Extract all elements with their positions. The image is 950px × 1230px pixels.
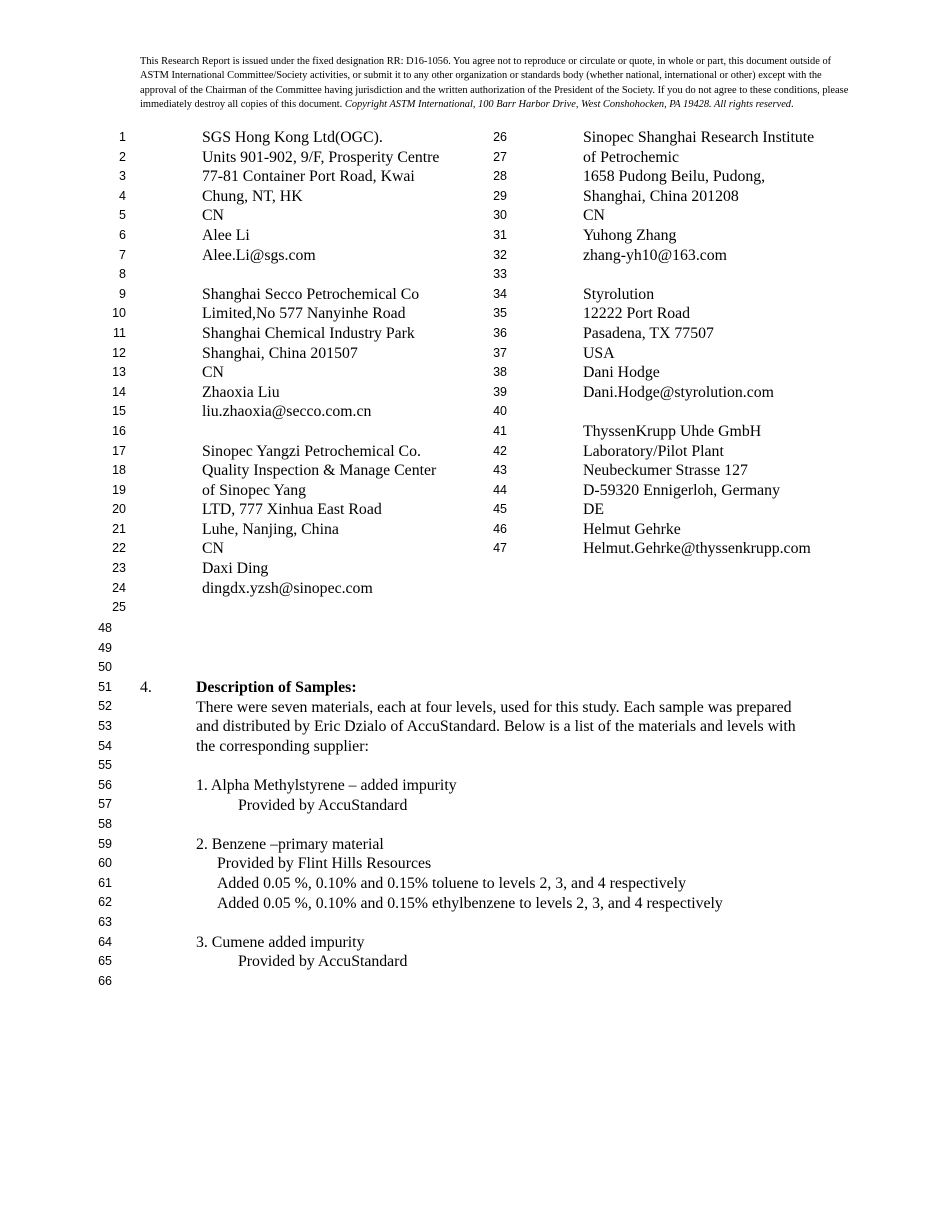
line-number: 26	[493, 130, 507, 144]
line-number: 18	[112, 463, 126, 478]
list-item: 3. Cumene added impurity	[196, 933, 365, 951]
line-number: 44	[493, 482, 507, 497]
section-number: 4.	[140, 679, 152, 696]
line-number: 63	[98, 914, 112, 929]
paragraph-line: and distributed by Eric Dzialo of AccuStandard. Below is a list of the materials and levels with	[196, 718, 796, 736]
line-number: 58	[98, 816, 112, 831]
line-number: 28	[493, 169, 507, 184]
address-line	[202, 598, 439, 618]
address-line: Quality Inspection & Manage Center	[202, 462, 437, 480]
list-item-detail: Added 0.05 %, 0.10% and 0.15% ethylbenzene to levels 2, 3, and 4 respectively	[217, 894, 723, 912]
line-number: 52	[98, 699, 112, 714]
list-item-detail: Provided by AccuStandard	[238, 953, 408, 971]
address-line: LTD, 777 Xinhua East Road	[202, 501, 382, 519]
line-number: 3	[119, 169, 126, 184]
line-number: 51	[98, 679, 112, 694]
line-number: 54	[98, 738, 112, 753]
email-line[interactable]: Alee.Li@sgs.com	[202, 246, 316, 264]
address-line: CN	[202, 540, 224, 558]
line-number: 23	[112, 561, 126, 576]
left-address-column	[202, 128, 439, 618]
line-number: 8	[119, 267, 126, 282]
line-number: 31	[493, 227, 507, 242]
line-number: 45	[493, 502, 507, 517]
section-description-of-samples	[196, 678, 856, 972]
address-line: Luhe, Nanjing, China	[202, 520, 339, 538]
address-line: Units 901-902, 9/F, Prosperity Centre	[202, 148, 440, 166]
address-line: Yuhong Zhang	[583, 226, 677, 244]
line-number: 4	[119, 188, 126, 203]
address-line	[202, 422, 439, 442]
line-number: 12	[112, 345, 126, 360]
line-number: 60	[98, 856, 112, 871]
line-number: 39	[493, 384, 507, 399]
address-line: Pasadena, TX 77507	[583, 324, 714, 342]
notice-text: This Research Report is issued under the fixed designation RR: D16-1056. You agree not to reproduce or circulate or quote, in whole or part, this document outside of ASTM International Committee/Society activities, or submit it to any other organization or standards body (whether national, international or other) except with the approval of the Chairman of the Committee having jurisdiction and the written authorization of the President of the Society. If you do not agree to these conditions, please immediately destroy all copies of this document.	[140, 56, 849, 110]
bottom-line-numbers	[82, 619, 112, 991]
address-line: Alee Li	[202, 226, 250, 244]
line-number: 53	[98, 718, 112, 733]
line-number: 10	[112, 306, 126, 321]
line-number: 29	[493, 188, 507, 203]
address-line: CN	[202, 364, 224, 382]
line-number: 48	[98, 621, 112, 635]
email-line[interactable]: dingdx.yzsh@sinopec.com	[202, 579, 373, 597]
address-line	[583, 265, 814, 285]
address-line: Shanghai, China 201507	[202, 344, 358, 362]
address-line: of Petrochemic	[583, 148, 680, 166]
line-number: 62	[98, 895, 112, 910]
line-number: 42	[493, 443, 507, 458]
left-line-numbers	[96, 128, 126, 618]
address-line: Sinopec Shanghai Research Institute	[583, 129, 815, 146]
line-number: 56	[98, 777, 112, 792]
address-line: Sinopec Yangzi Petrochemical Co.	[202, 442, 421, 460]
blank-line	[196, 756, 856, 776]
line-number: 13	[112, 365, 126, 380]
email-line[interactable]: Helmut.Gehrke@thyssenkrupp.com	[583, 540, 811, 558]
notice-copyright: Copyright ASTM International, 100 Barr Harbor Drive, West Conshohocken, PA 19428. All rights reserved	[344, 98, 791, 110]
blank-line	[196, 913, 856, 933]
line-number: 46	[493, 521, 507, 536]
address-line: 12222 Port Road	[583, 305, 691, 323]
address-line: Neubeckumer Strasse 127	[583, 462, 748, 480]
line-number: 21	[112, 521, 126, 536]
line-number: 57	[98, 797, 112, 812]
address-line: CN	[202, 207, 224, 225]
address-line: ThyssenKrupp Uhde GmbH	[583, 422, 762, 440]
address-line: Chung, NT, HK	[202, 187, 303, 205]
paragraph-line: the corresponding supplier:	[196, 737, 369, 755]
address-line: Zhaoxia Liu	[202, 383, 280, 401]
section-title: Description of Samples:	[196, 679, 357, 696]
line-number: 25	[112, 600, 126, 615]
line-number: 47	[493, 541, 507, 556]
address-line	[583, 402, 814, 422]
list-item-detail: Added 0.05 %, 0.10% and 0.15% toluene to levels 2, 3, and 4 respectively	[217, 874, 686, 892]
address-line: Shanghai Chemical Industry Park	[202, 324, 415, 342]
line-number: 66	[98, 973, 112, 988]
line-number: 11	[113, 325, 126, 340]
address-line: Dani Hodge	[583, 364, 660, 382]
email-line[interactable]: Dani.Hodge@styrolution.com	[583, 383, 774, 401]
address-line: SGS Hong Kong Ltd(OGC).	[202, 129, 383, 146]
line-number: 9	[119, 286, 126, 301]
line-number: 17	[112, 443, 126, 458]
line-number: 14	[112, 384, 126, 399]
line-number: 16	[112, 423, 126, 438]
address-line: USA	[583, 344, 615, 362]
copyright-notice	[140, 55, 850, 112]
list-item-detail: Provided by AccuStandard	[238, 796, 408, 814]
address-line: of Sinopec Yang	[202, 481, 306, 499]
line-number: 24	[112, 580, 126, 595]
line-number: 20	[112, 502, 126, 517]
list-item-detail: Provided by Flint Hills Resources	[217, 855, 432, 873]
line-number: 36	[493, 325, 507, 340]
line-number: 65	[98, 954, 112, 969]
right-line-numbers	[477, 128, 507, 559]
notice-period: .	[791, 98, 794, 110]
address-line: DE	[583, 501, 605, 519]
line-number: 40	[493, 404, 507, 419]
address-line: CN	[583, 207, 605, 225]
email-line[interactable]: zhang-yh10@163.com	[583, 246, 727, 264]
line-number: 19	[112, 482, 126, 497]
address-line: Shanghai, China 201208	[583, 187, 739, 205]
line-number: 41	[493, 423, 507, 438]
line-number: 7	[119, 247, 126, 262]
address-line: 1658 Pudong Beilu, Pudong,	[583, 168, 766, 186]
right-address-column	[583, 128, 814, 559]
address-line: Laboratory/Pilot Plant	[583, 442, 724, 460]
address-line: Styrolution	[583, 285, 655, 303]
line-number: 38	[493, 365, 507, 380]
line-number: 32	[493, 247, 507, 262]
line-number: 5	[119, 208, 126, 223]
line-number: 6	[119, 227, 126, 242]
line-number: 1	[119, 130, 126, 144]
line-number: 30	[493, 208, 507, 223]
list-item: 1. Alpha Methylstyrene – added impurity	[196, 776, 457, 794]
address-line: 77-81 Container Port Road, Kwai	[202, 168, 415, 186]
line-number: 34	[493, 286, 507, 301]
line-number: 15	[112, 404, 126, 419]
line-number: 43	[493, 463, 507, 478]
blank-line	[196, 815, 856, 835]
paragraph-line: There were seven materials, each at four levels, used for this study. Each sample was prepared	[196, 698, 792, 716]
line-number: 49	[98, 640, 112, 655]
line-number: 55	[98, 758, 112, 773]
address-line	[202, 265, 439, 285]
line-number: 37	[493, 345, 507, 360]
email-line[interactable]: liu.zhaoxia@secco.com.cn	[202, 403, 372, 421]
line-number: 2	[119, 149, 126, 164]
line-number: 61	[98, 875, 112, 890]
line-number: 27	[493, 149, 507, 164]
list-item: 2. Benzene –primary material	[196, 835, 384, 853]
address-line: Helmut Gehrke	[583, 520, 681, 538]
line-number: 35	[493, 306, 507, 321]
line-number: 22	[112, 541, 126, 556]
address-line: Daxi Ding	[202, 560, 269, 578]
address-line: Shanghai Secco Petrochemical Co	[202, 285, 420, 303]
line-number: 50	[98, 660, 112, 675]
address-line: D-59320 Ennigerloh, Germany	[583, 481, 780, 499]
line-number: 64	[98, 934, 112, 949]
line-number: 33	[493, 267, 507, 282]
line-number: 59	[98, 836, 112, 851]
address-line: Limited,No 577 Nanyinhe Road	[202, 305, 406, 323]
